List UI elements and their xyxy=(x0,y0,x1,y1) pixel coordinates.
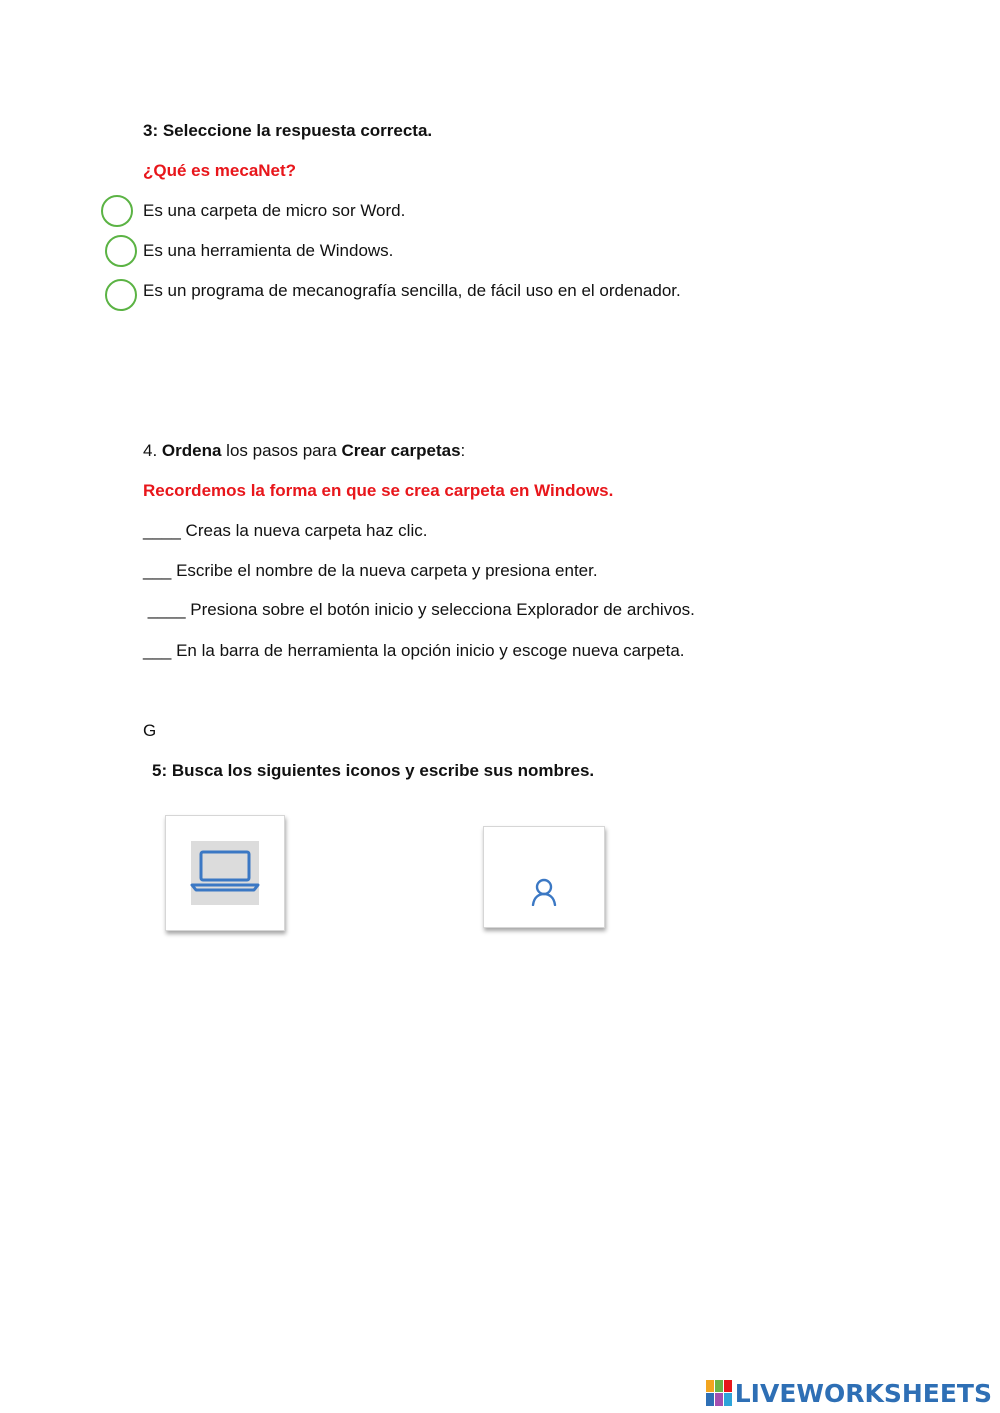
q4-title-colon: : xyxy=(460,441,466,460)
q4-step-4-text: En la barra de herramienta la opción inicio y escoge nueva carpeta. xyxy=(171,641,685,660)
user-icon-card xyxy=(483,826,605,928)
q3-option-1-radio[interactable] xyxy=(101,195,133,227)
q3-question: ¿Qué es mecaNet? xyxy=(143,161,297,180)
q4-step-2 xyxy=(143,560,598,582)
q4-step-3-text: Presiona sobre el botón inicio y selecciona Explorador de archivos. xyxy=(185,600,695,619)
q4-title-crear: Crear carpetas xyxy=(341,441,461,460)
laptop-icon-card xyxy=(165,815,285,931)
brand-logo xyxy=(706,1378,992,1408)
q4-step-2-text: Escribe el nombre de la nueva carpeta y presiona enter. xyxy=(171,561,598,580)
user-icon xyxy=(531,878,557,906)
stray-letter: G xyxy=(143,721,157,740)
q4-title-ordena: Ordena xyxy=(161,441,222,460)
brand-name: LIVEWORKSHEETS xyxy=(734,1378,992,1408)
q4-title-middle: los pasos para xyxy=(221,441,342,460)
q3-title: 3: Seleccione la respuesta correcta. xyxy=(143,121,433,140)
q3-option-2-label: Es una herramienta de Windows. xyxy=(143,241,394,260)
q4-step-4-blank[interactable]: ___ xyxy=(143,641,172,660)
q4-step-4 xyxy=(143,640,685,662)
q4-title-number: 4. xyxy=(143,441,162,460)
q3-option-3-label: Es un programa de mecanografía sencilla, de fácil uso en el ordenador. xyxy=(143,281,681,300)
q4-step-2-blank[interactable]: ___ xyxy=(143,561,172,580)
brand-mark-icon xyxy=(706,1380,732,1406)
q4-step-3 xyxy=(143,599,695,621)
q4-step-3-blank[interactable]: ____ xyxy=(143,600,186,619)
q5-title: 5: Busca los siguientes iconos y escribe sus nombres. xyxy=(152,761,595,780)
q4-step-1-text: Creas la nueva carpeta haz clic. xyxy=(180,521,428,540)
q3-option-2-radio[interactable] xyxy=(105,235,137,267)
q4-subtitle: Recordemos la forma en que se crea carpeta en Windows. xyxy=(143,481,614,500)
laptop-icon xyxy=(190,848,260,892)
q4-step-1 xyxy=(143,520,427,542)
q3-option-3-radio[interactable] xyxy=(105,279,137,311)
q3-option-1-label: Es una carpeta de micro sor Word. xyxy=(143,201,406,220)
q4-step-1-blank[interactable]: ____ xyxy=(143,521,181,540)
q4-title xyxy=(143,440,465,462)
